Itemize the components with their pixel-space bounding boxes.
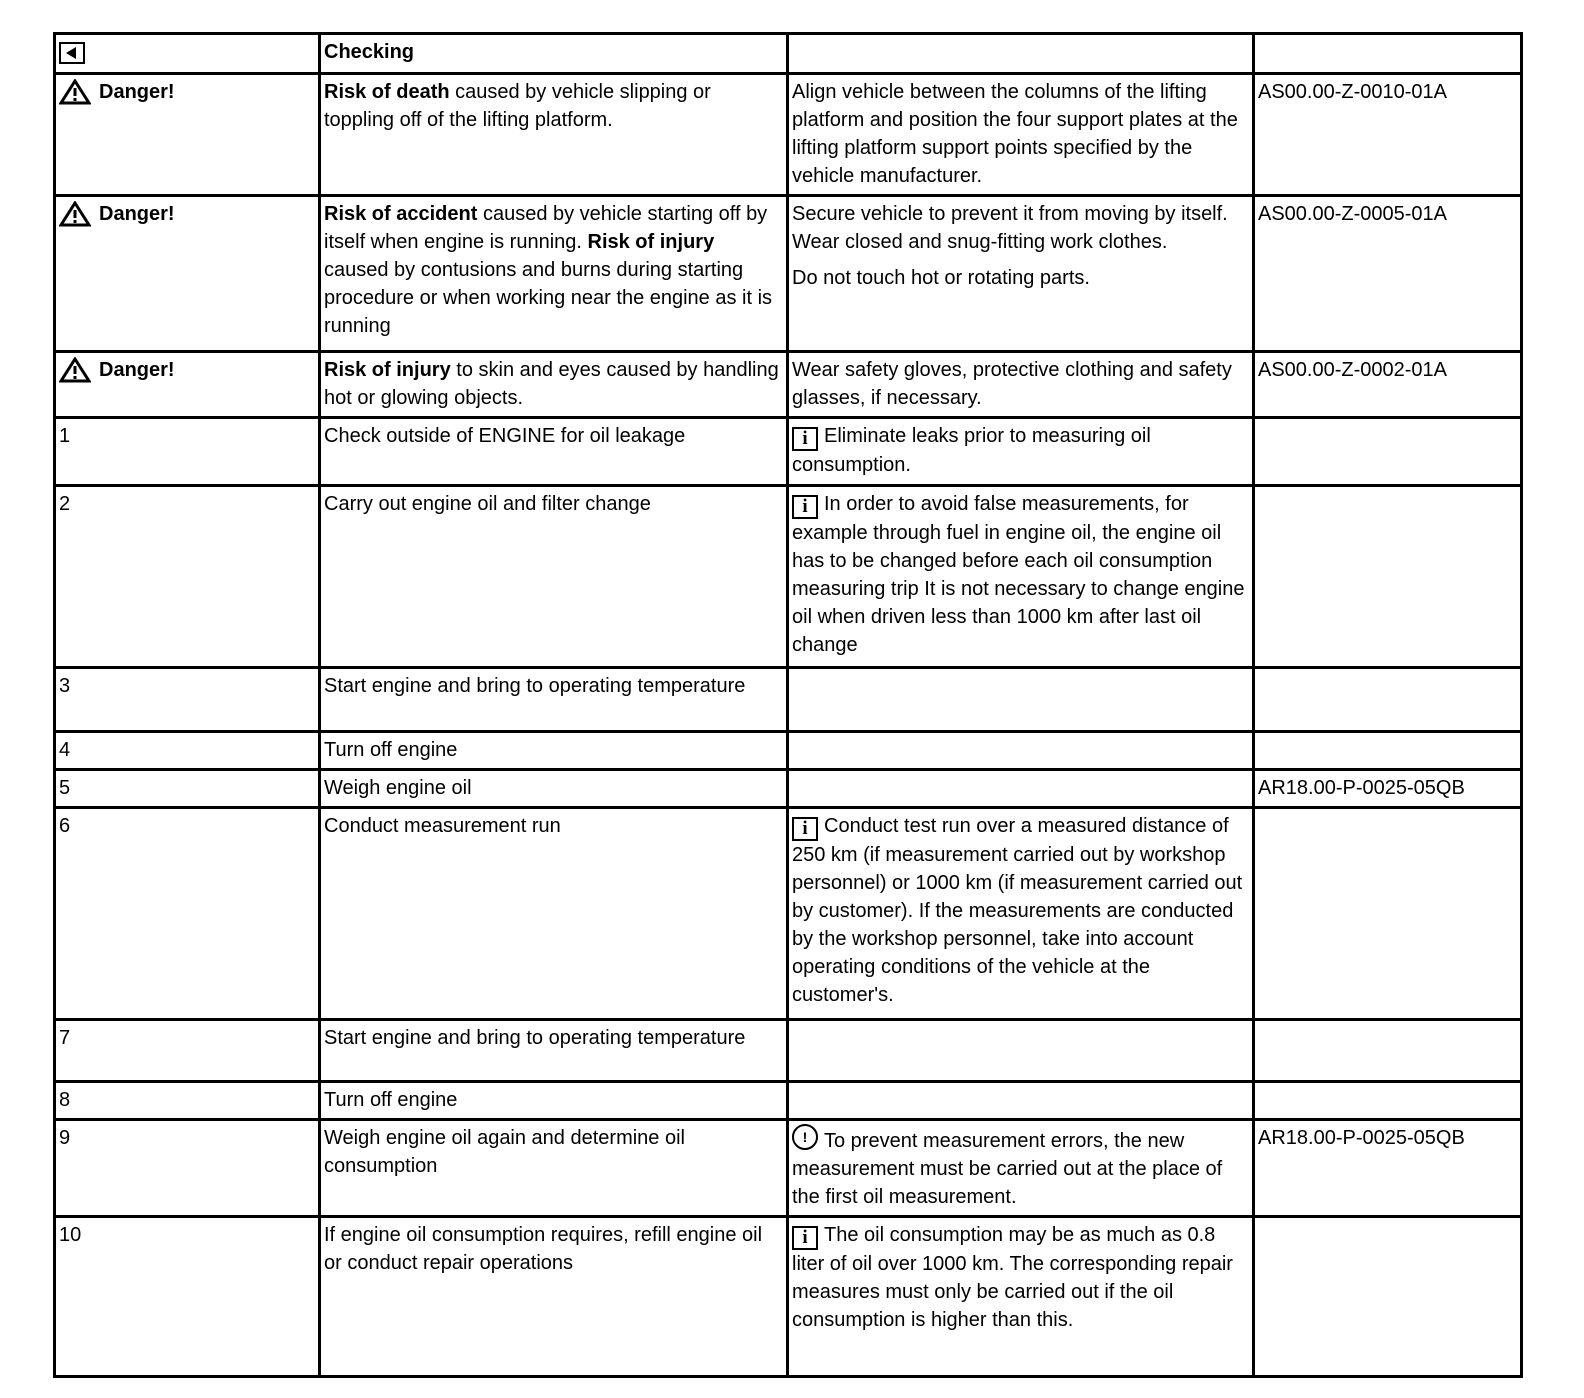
step-row <box>55 668 1522 732</box>
danger-row <box>55 74 1522 196</box>
note-text: Eliminate leaks prior to measuring oil consumption. <box>792 425 1151 476</box>
reference-link[interactable] <box>1254 486 1522 668</box>
measure-cell <box>788 196 1254 352</box>
step-text: Start engine and bring to operating temperature <box>320 1020 788 1082</box>
measure-cell <box>788 74 1254 196</box>
step-row <box>55 770 1522 808</box>
reference-link[interactable] <box>1254 1020 1522 1082</box>
risk-text: to skin and eyes caused by handling hot or glowing objects. <box>324 359 779 409</box>
measure-line: Wear closed and snug-fitting work clothes. <box>792 231 1168 253</box>
step-number: 7 <box>55 1020 320 1082</box>
measure-line: Do not touch hot or rotating parts. <box>792 267 1090 289</box>
step-number: 4 <box>55 732 320 770</box>
info-icon: i <box>792 427 818 451</box>
risk-text: caused by contusions and burns during starting procedure or when working near the engine as it is running <box>324 259 773 337</box>
step-text: Start engine and bring to operating temperature <box>320 668 788 732</box>
step-number: 10 <box>55 1217 320 1377</box>
step-row <box>55 732 1522 770</box>
header-title: Checking <box>320 34 788 74</box>
note-text: Conduct test run over a measured distance of 250 km (if measurement carried out by workshop personnel) or 1000 km (if measurement carried out by customer). If the measurements are conducted by the workshop personnel, take into account operating conditions of the vehicle at the customer's. <box>792 815 1243 1006</box>
risk-text: caused by vehicle starting off by itself when engine is running. <box>324 203 768 253</box>
step-text: Conduct measurement run <box>320 808 788 1020</box>
reference-link[interactable] <box>1254 732 1522 770</box>
step-text: If engine oil consumption requires, refill engine oil or conduct repair operations <box>320 1217 788 1377</box>
risk-bold: Risk of accident <box>324 203 478 225</box>
risk-bold: Risk of death <box>324 81 450 103</box>
step-number: 1 <box>55 418 320 486</box>
danger-label: Danger! <box>99 203 175 225</box>
step-text: Carry out engine oil and filter change <box>320 486 788 668</box>
step-number: 5 <box>55 770 320 808</box>
step-text: Turn off engine <box>320 732 788 770</box>
reference-link[interactable]: AS00.00-Z-0002-01A <box>1254 352 1522 418</box>
step-note <box>788 1082 1254 1120</box>
back-arrow-icon[interactable] <box>59 42 85 64</box>
risk-cell <box>320 352 788 418</box>
step-number: 3 <box>55 668 320 732</box>
step-number: 9 <box>55 1120 320 1217</box>
step-note <box>788 668 1254 732</box>
reference-link[interactable]: AS00.00-Z-0005-01A <box>1254 196 1522 352</box>
reference-link[interactable] <box>1254 808 1522 1020</box>
info-icon: i <box>792 495 818 519</box>
header-row <box>55 34 1522 74</box>
measure-cell <box>788 352 1254 418</box>
reference-link[interactable] <box>1254 418 1522 486</box>
warning-triangle-icon <box>59 79 91 105</box>
step-note <box>788 732 1254 770</box>
step-row <box>55 418 1522 486</box>
note-text: To prevent measurement errors, the new measurement must be carried out at the place of the first oil measurement. <box>792 1130 1223 1208</box>
danger-label-cell <box>55 196 320 352</box>
risk-cell <box>320 196 788 352</box>
danger-label: Danger! <box>99 81 175 103</box>
step-row <box>55 1217 1522 1377</box>
note-text: In order to avoid false measurements, for example through fuel in engine oil, the engine oil has to be changed before each oil consumption measuring trip It is not necessary to change engine oil when driven less than 1000 km after last oil change <box>792 493 1245 656</box>
danger-label: Danger! <box>99 359 175 381</box>
measure-line: Secure vehicle to prevent it from moving by itself. <box>792 203 1228 225</box>
step-row <box>55 1082 1522 1120</box>
step-text: Turn off engine <box>320 1082 788 1120</box>
reference-link[interactable] <box>1254 1082 1522 1120</box>
step-row <box>55 486 1522 668</box>
step-note <box>788 486 1254 668</box>
header-icon-cell[interactable] <box>55 34 320 74</box>
step-note <box>788 770 1254 808</box>
step-row <box>55 1020 1522 1082</box>
risk-bold: Risk of injury <box>587 231 715 253</box>
step-note <box>788 1217 1254 1377</box>
step-note <box>788 1120 1254 1217</box>
reference-link[interactable] <box>1254 668 1522 732</box>
reference-link[interactable]: AR18.00-P-0025-05QB <box>1254 770 1522 808</box>
header-empty <box>1254 34 1522 74</box>
danger-row <box>55 196 1522 352</box>
danger-row <box>55 352 1522 418</box>
info-icon: i <box>792 817 818 841</box>
step-note <box>788 418 1254 486</box>
reference-link[interactable]: AS00.00-Z-0010-01A <box>1254 74 1522 196</box>
note-text: The oil consumption may be as much as 0.8 liter of oil over 1000 km. The corresponding repair measures must only be carried out if the oil consumption is higher than this. <box>792 1224 1233 1331</box>
warning-triangle-icon <box>59 201 91 227</box>
measure-line: Align vehicle between the columns of the lifting platform and position the four support plates at the lifting platform support points specified by the vehicle manufacturer. <box>792 81 1238 187</box>
danger-label-cell <box>55 352 320 418</box>
header-empty <box>788 34 1254 74</box>
procedure-table <box>53 32 1523 1378</box>
step-note <box>788 1020 1254 1082</box>
step-row <box>55 1120 1522 1217</box>
risk-cell <box>320 74 788 196</box>
step-number: 8 <box>55 1082 320 1120</box>
reference-link[interactable] <box>1254 1217 1522 1377</box>
warning-triangle-icon <box>59 357 91 383</box>
risk-text: caused by vehicle slipping or toppling off of the lifting platform. <box>324 81 711 131</box>
step-text: Check outside of ENGINE for oil leakage <box>320 418 788 486</box>
reference-link[interactable]: AR18.00-P-0025-05QB <box>1254 1120 1522 1217</box>
risk-bold: Risk of injury <box>324 359 451 381</box>
danger-label-cell <box>55 74 320 196</box>
step-text: Weigh engine oil again and determine oil consumption <box>320 1120 788 1217</box>
step-number: 2 <box>55 486 320 668</box>
step-row <box>55 808 1522 1020</box>
step-number: 6 <box>55 808 320 1020</box>
info-icon: i <box>792 1226 818 1250</box>
step-text: Weigh engine oil <box>320 770 788 808</box>
note-icon: ! <box>792 1124 818 1150</box>
step-note <box>788 808 1254 1020</box>
measure-line: Wear safety gloves, protective clothing and safety glasses, if necessary. <box>792 359 1232 409</box>
